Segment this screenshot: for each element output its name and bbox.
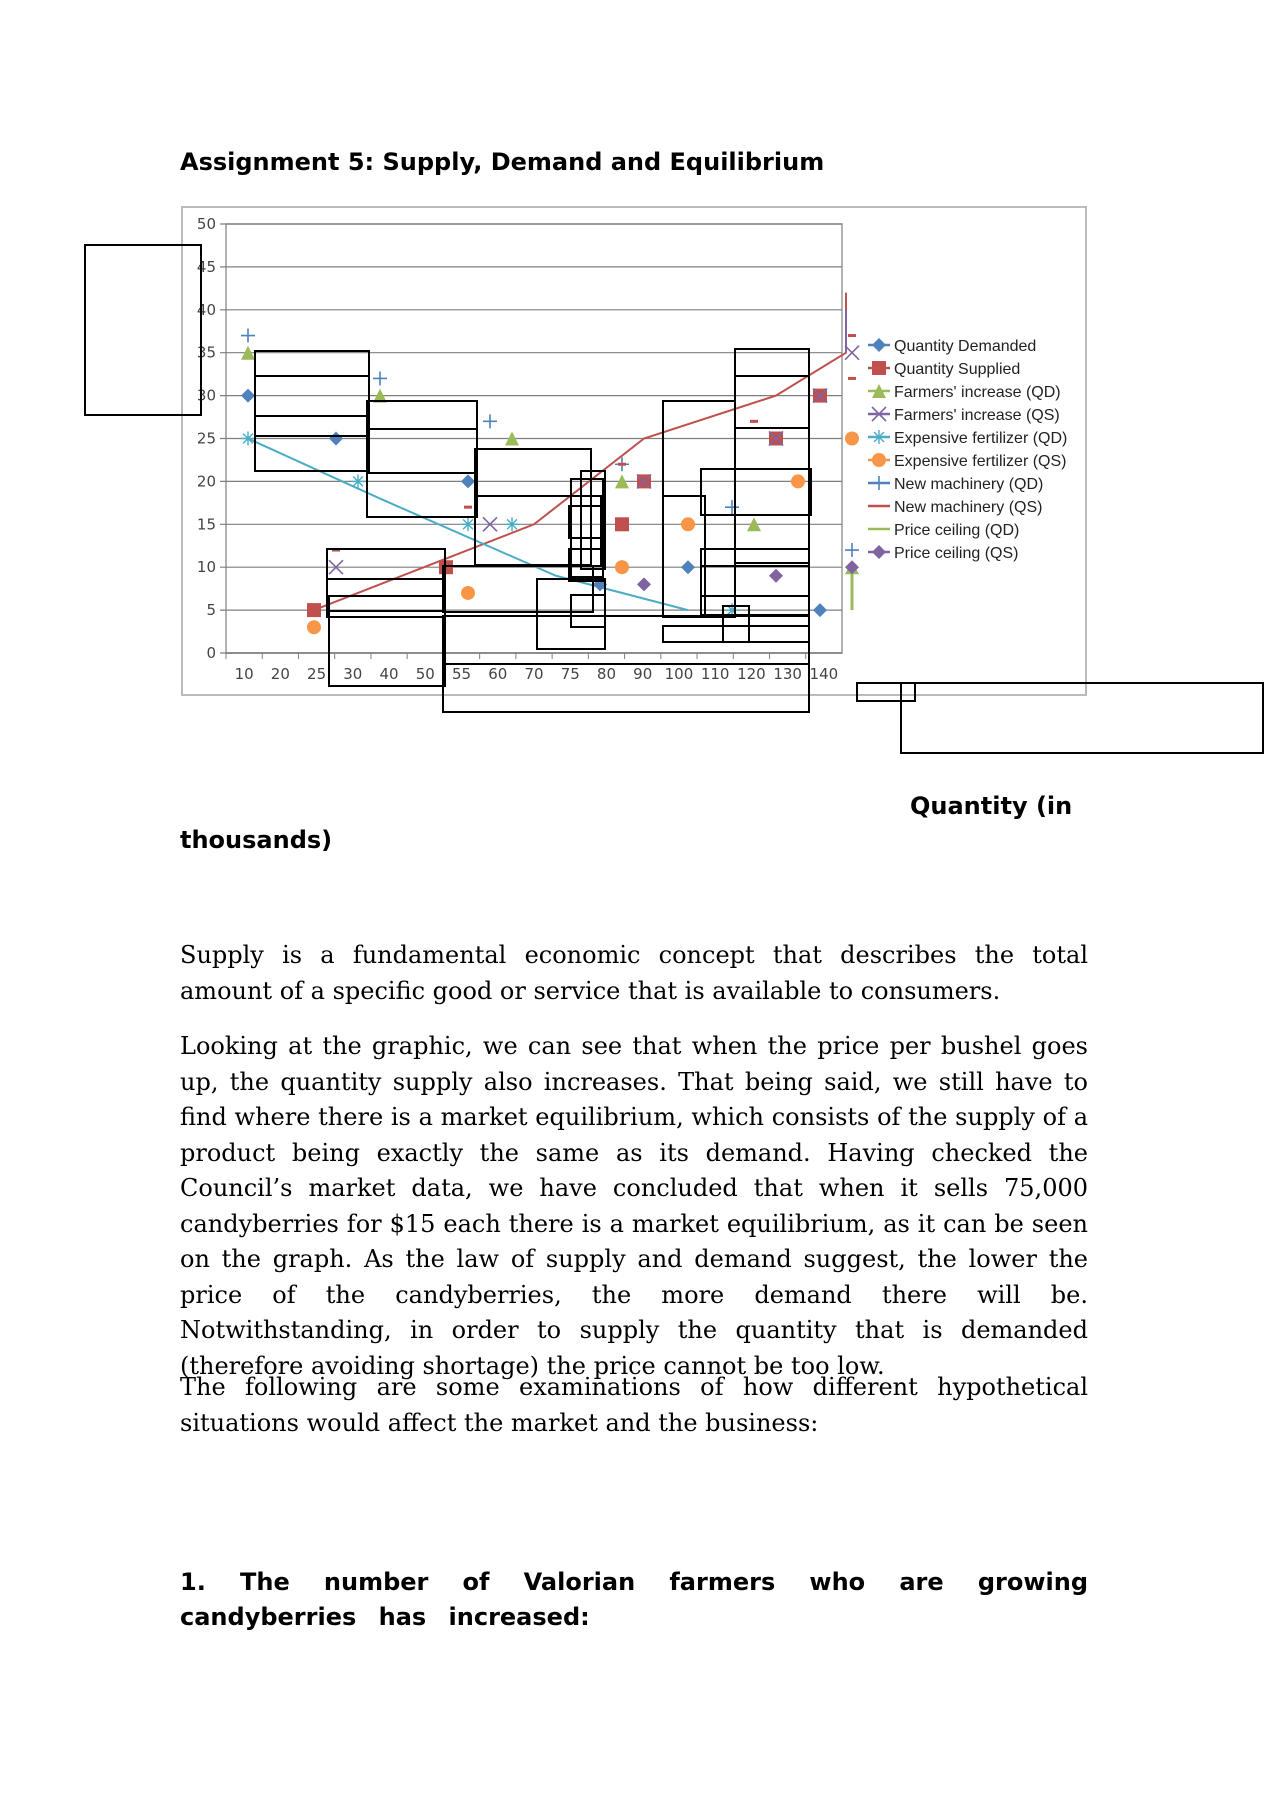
y-tick-label: 45	[196, 257, 216, 276]
question-heading-1: 1. The number of Valorian farmers who are growing candyberries has increased:	[180, 1568, 1088, 1631]
legend-label: Quantity Demanded	[894, 338, 1037, 355]
x-tick-label: 120	[737, 665, 766, 683]
legend-marker	[872, 453, 886, 467]
document-title: Assignment 5: Supply, Demand and Equilibrium	[180, 148, 825, 176]
annotation-box	[700, 565, 810, 597]
axis-caption-line1: Quantity (in	[910, 792, 1073, 820]
annotation-box	[366, 428, 478, 474]
x-tick-label: 60	[488, 665, 508, 683]
paragraph-supply-definition: Supply is a fundamental economic concept that describes the total amount of a specific good or service that is available to consumers.	[180, 941, 1088, 1005]
y-tick-label: 0	[206, 644, 216, 662]
y-tick-label: 30	[196, 386, 216, 405]
annotation-box	[580, 470, 606, 570]
y-tick-label: 40	[196, 300, 216, 319]
legend-label: New machinery (QD)	[894, 476, 1044, 493]
y-tick-label: 25	[196, 429, 216, 448]
x-tick-label: 75	[560, 665, 580, 683]
x-tick-label: 20	[270, 665, 290, 683]
x-tick-label: 140	[809, 665, 839, 683]
x-tick-label: 110	[700, 665, 730, 683]
legend-marker	[872, 361, 886, 375]
paragraph-equilibrium-analysis: Looking at the graphic, we can see that when the price per bushel goes up, the quantity supply also increases. That being said, we still have to find where there is a market equilibrium, which consists of the supply of a product being exactly the same as its demand. Having checked the Council’s market data, we have concluded that when it sells 75,000 candyberries for $15 each there is a market equilibrium, as it can be seen on the graph. As the law of supply and demand suggest, the lower the price of the candyberries, the more demand there will be. Notwithstanding, in order to supply the quantity that is demanded (therefore avoiding shortage) the price cannot be too low.	[180, 1032, 1088, 1380]
data-point	[615, 560, 629, 574]
paragraph-hypothetical-intro: The following are some examinations of how different hypothetical situations would affect the market and the business:	[180, 1373, 1088, 1437]
x-tick-label: 25	[307, 665, 327, 683]
legend-label: Quantity Supplied	[894, 361, 1021, 378]
data-point	[351, 474, 365, 488]
x-tick-label: 130	[773, 665, 802, 683]
y-tick-label: 50	[196, 215, 216, 233]
legend-label: Price ceiling (QS)	[894, 545, 1019, 562]
legend-label: Price ceiling (QD)	[894, 522, 1020, 539]
legend-label: Farmers' increase (QD)	[894, 384, 1061, 401]
annotation-box	[442, 565, 594, 613]
x-tick-label: 100	[664, 665, 694, 683]
x-tick-label: 30	[343, 665, 363, 683]
x-tick-label: 50	[415, 665, 435, 683]
y-tick-label: 10	[196, 558, 216, 577]
annotation-box	[722, 605, 750, 643]
y-tick-label: 20	[196, 472, 216, 491]
data-point	[615, 517, 629, 531]
x-tick-label: 55	[451, 665, 472, 683]
legend-label: Farmers' increase (QS)	[894, 407, 1060, 424]
y-tick-label: 35	[196, 343, 216, 362]
annotation-box	[254, 415, 370, 437]
legend-label: New machinery (QS)	[894, 499, 1043, 516]
annotation-box	[700, 468, 812, 516]
annotation-box	[900, 682, 1264, 754]
legend-label: Expensive fertilizer (QD)	[894, 430, 1068, 447]
y-tick-label: 5	[206, 601, 216, 620]
annotation-box	[734, 375, 810, 429]
legend-marker	[872, 430, 886, 444]
x-tick-label: 80	[596, 665, 617, 683]
y-tick-label: 15	[196, 515, 216, 534]
legend-label: Expensive fertilizer (QS)	[894, 453, 1067, 470]
x-tick-label: 10	[234, 665, 254, 683]
data-point	[307, 603, 321, 617]
data-point	[845, 432, 859, 446]
x-tick-label: 90	[633, 665, 653, 683]
annotation-box	[84, 244, 202, 416]
annotation-box	[328, 595, 446, 687]
axis-caption-line2: thousands)	[180, 826, 333, 854]
x-tick-label: 40	[379, 665, 399, 683]
data-point	[241, 432, 255, 446]
data-point	[307, 620, 321, 634]
x-tick-label: 70	[524, 665, 544, 683]
